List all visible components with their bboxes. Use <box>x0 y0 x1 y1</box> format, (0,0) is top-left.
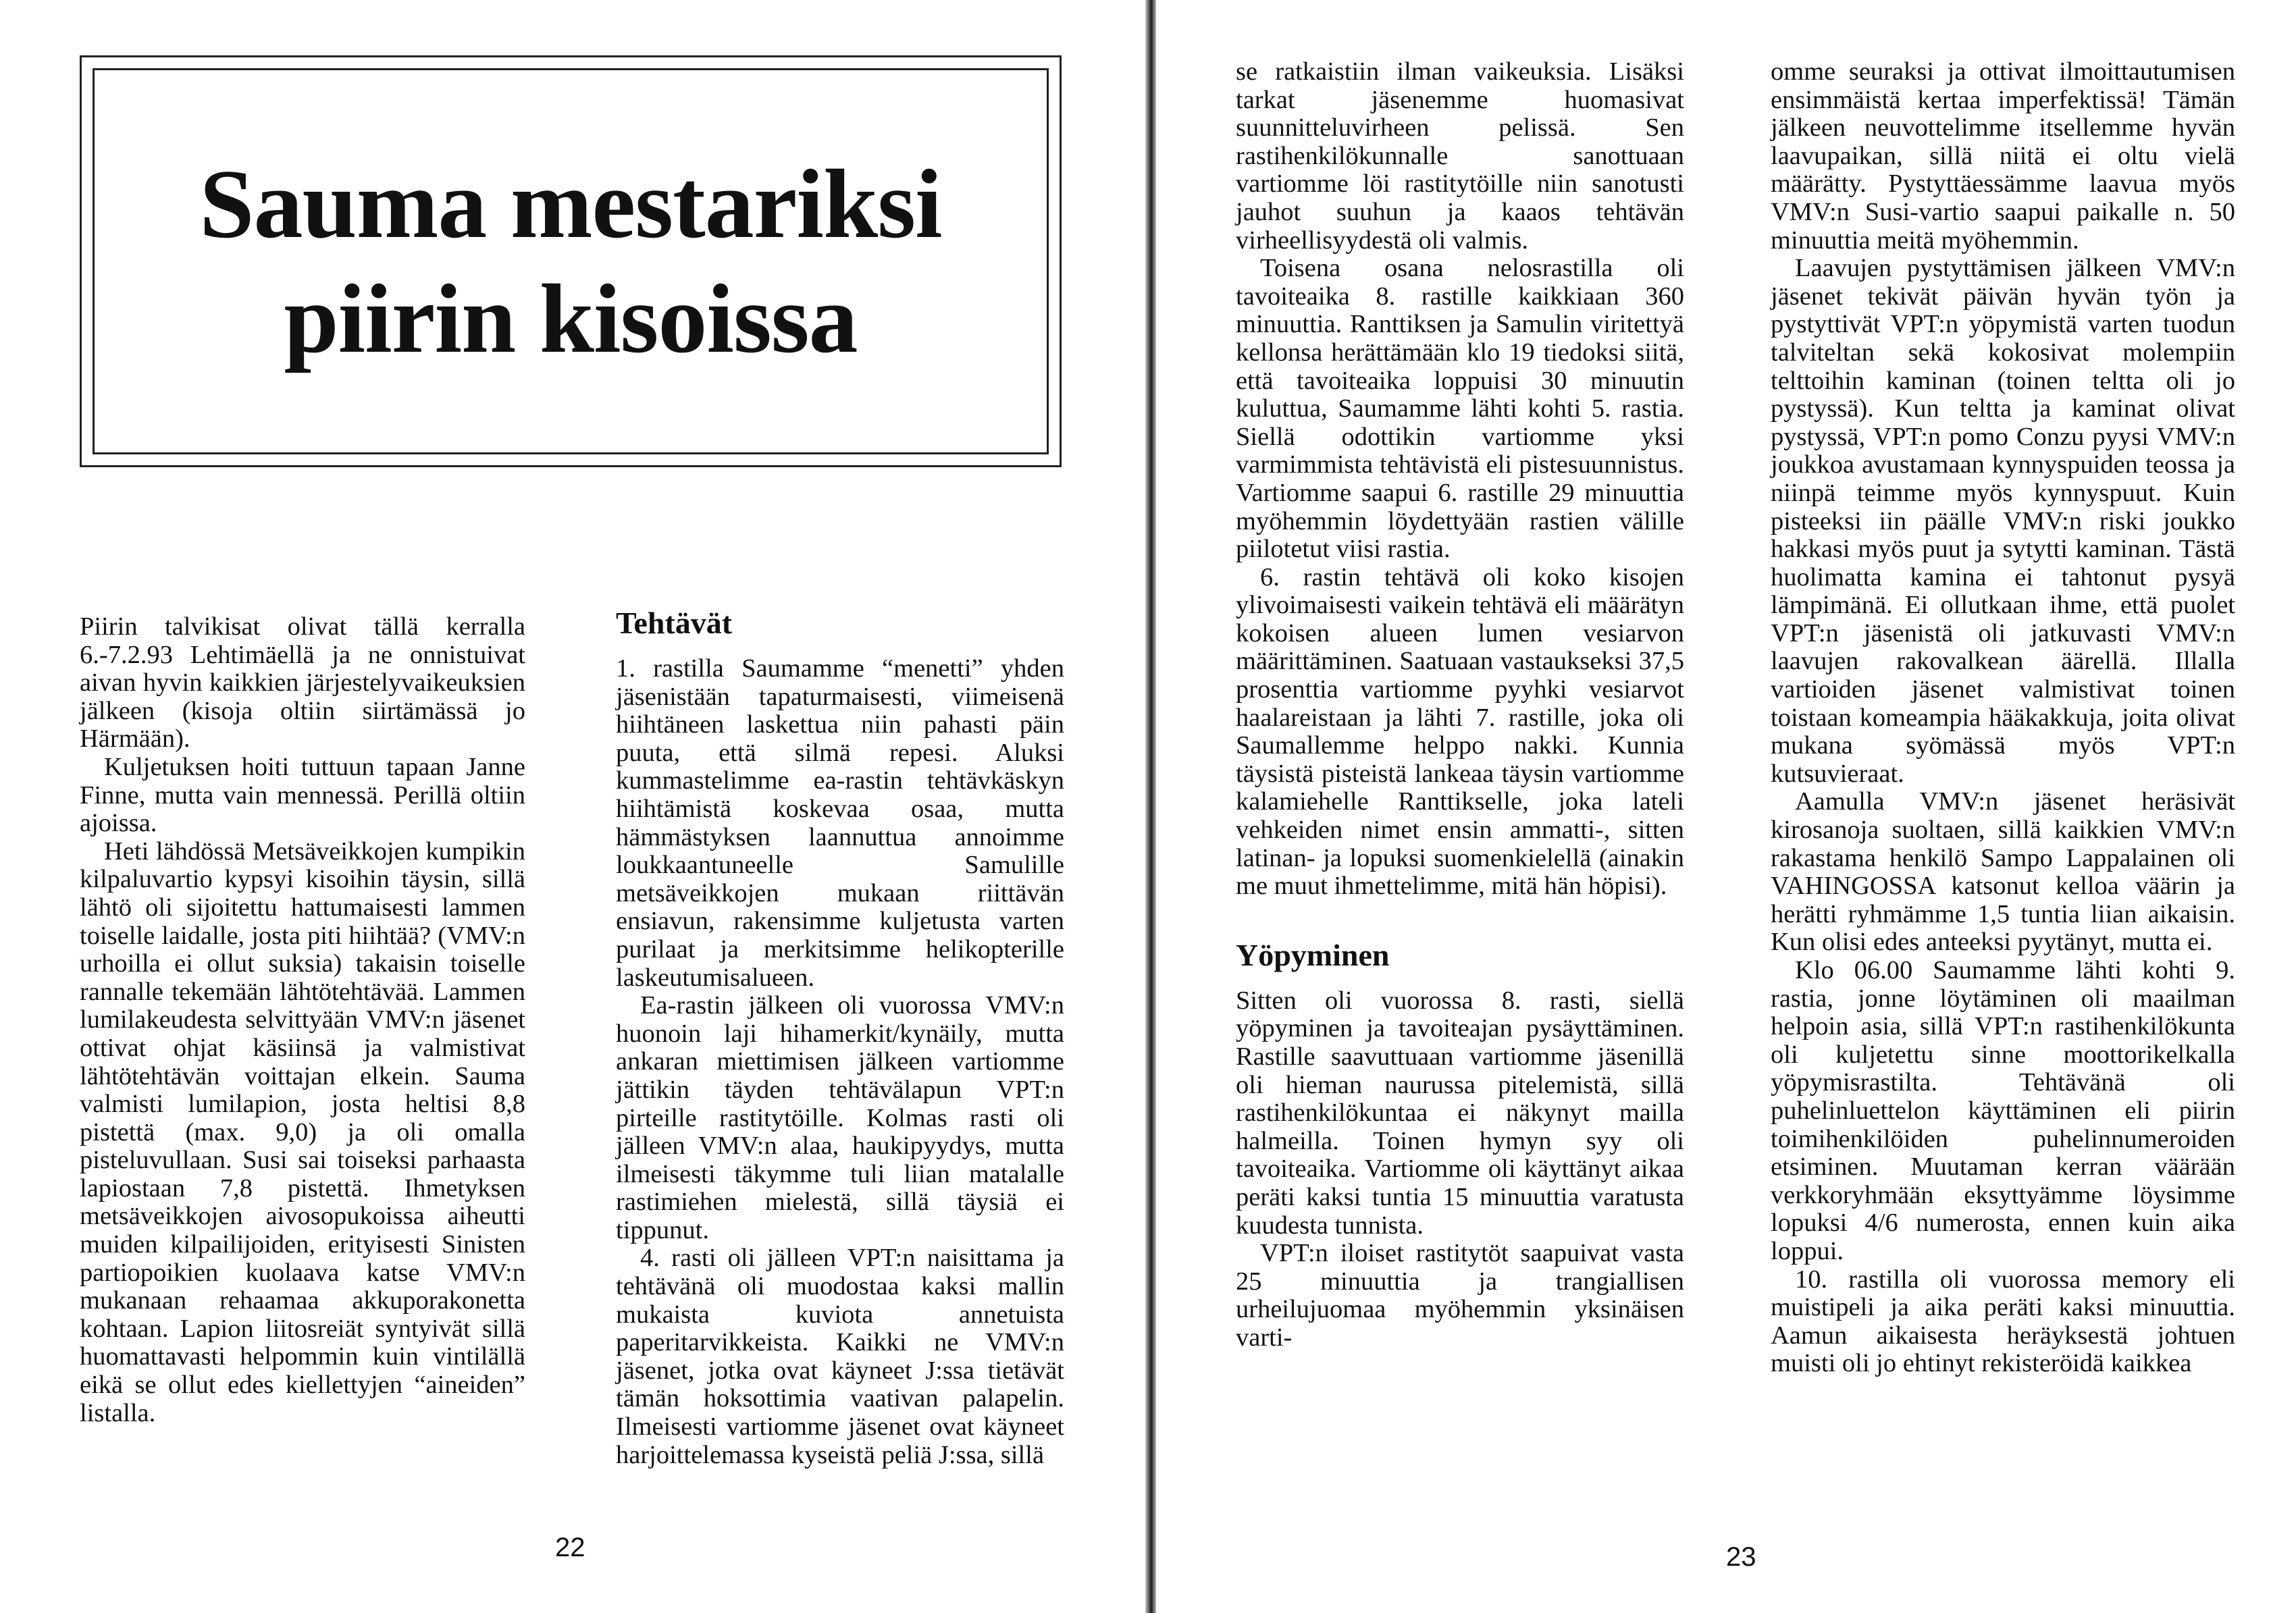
paragraph: 6. rastin tehtävä oli koko kisojen ylivoimaisesti vaikein tehtävä eli määrätyn kokoisen alueen lumen vesiarvon määrittäminen. Saatuaan vastaukseksi 37,5 prosenttia vartiomme pyyhki vesiarvot haalareistaan ja lähti 7. rastille, joka oli Saumallemme helppo nakki. Kunnia täysistä pisteistä lankeaa täysin vartiomme kalamiehelle Ranttikselle, joka lateli vehkeiden nimet ensin ammatti-, sitten latinan- ja lopuksi suomenkielellä (ainakin me muut ihmettelimme, mitä hän höpisi). <box>1236 562 1684 901</box>
paragraph: 1. rastilla Saumamme “menetti” yhden jäsenistään tapaturmaisesti, viimeisenä hiihtäneen laskettua niin pahasti päin puuta, että silmä repesi. Aluksi kummastelimme ea-rastin tehtävkäskyn hiihtämistä koskevaa osaa, mutta hämmästyksen laannuttua annoimme loukkaantuneelle Samulille metsäveikkojen mukaan riittävän ensiavun, rakensimme kuljetusta varten purilaat ja merkitsimme helikopterille laskeutumisalueen. <box>616 654 1064 992</box>
section-heading-yopyminen: Yöpyminen <box>1236 937 1390 972</box>
book-gutter <box>1145 0 1156 1613</box>
paragraph: Heti lähdössä Metsäveikkojen kumpikin kilpaluvartio kypsyi kisoihin täysin, sillä lähtö oli sijoitettu hattumaisesti lammen toiselle laidalle, josta piti hiihtää? (VMV:n urhoilla ei ollut suksia) takaisin toiselle rannalle tekemään lähtötehtävää. Lammen lumilakeudesta selvittyään VMV:n jäsenet ottivat ohjat käsiinsä ja valmistivat lähtötehtävän voittajan elkein. Sauma valmisti lumilapion, josta heltisi 8,8 pistettä (max. 9,0) ja oli omalla pisteluvullaan. Susi sai toiseksi parhaasta lapiostaan 7,8 pistettä. Ihmetyksen metsäveikkojen aivosopukoissa aiheutti muiden kilpailijoiden, erityisesti Sinisten partiopoikien kuolaava katse VMV:n mukanaan rehaamaa akkuporakonetta kohtaan. Lapion liitosreiät syntyivät sillä huomattavasti helpommin kuin vintilällä eikä se ollut edes kiellettyjen “aineiden” listalla. <box>80 837 525 1427</box>
paragraph: se ratkaistiin ilman vaikeuksia. Lisäksi tarkat jäsenemme huomasivat suunnitteluvirheen pelissä. Sen rastihenkilökunnalle sanottuaan vartiomme löi rastitytöille niin sanotusti jauhot suuhun ja kaaos tehtävän virheellisyydestä oli valmis. <box>1236 57 1684 255</box>
title-line-1: Sauma mestariksi <box>199 149 942 259</box>
paragraph: Aamulla VMV:n jäsenet heräsivät kirosanoja suoltaen, sillä kaikkien VMV:n rakastama henkilö Sampo Lappalainen oli VAHINGOSSA katsonut kelloa väärin ja herätti ryhmämme 1,5 tuntia liian aikaisin. Kun olisi edes anteeksi pyytänyt, mutta ei. <box>1771 787 2235 957</box>
column-4 <box>1771 58 2235 1378</box>
left-page <box>0 0 1145 1613</box>
column-3 <box>1236 58 1684 1352</box>
paragraph: VPT:n iloiset rastitytöt saapuivat vasta 25 minuuttia ja trangiallisen urheilujuomaa myöhemmin yksinäisen varti- <box>1236 1239 1684 1352</box>
article-title <box>199 147 941 376</box>
title-box-inner-frame <box>93 68 1049 454</box>
paragraph: Kuljetuksen hoiti tuttuun tapaan Janne Finne, mutta vain mennessä. Perillä oltiin ajoissa. <box>80 752 525 838</box>
paragraph: omme seuraksi ja ottivat ilmoittautumisen ensimmäistä kertaa imperfektissä! Tämän jälkeen neuvottelimme itsellemme hyvän laavupaikan, sillä niitä ei oltu vielä määrätty. Pystyttäessämme laavua myös VMV:n Susi-vartio saapui paikalle n. 50 minuuttia meitä myöhemmin. <box>1771 57 2235 255</box>
paragraph: Laavujen pystyttämisen jälkeen VMV:n jäsenet tekivät päivän hyvän työn ja pystyttivät VPT:n yöpymistä varten tuodun talviteltan sekä kokosivat molempiin telttoihin kaminan (toinen teltta oli jo pystyssä). Kun teltta ja kaminat olivat pystyssä, VPT:n pomo Conzu pyysi VMV:n joukkoa avustamaan kynnyspuiden teossa ja niinpä teimme myös kynnyspuut. Kuin pisteeksi iin päälle VMV:n riski joukko hakkasi myös puut ja sytytti kaminan. Tästä huolimatta kamina ei tahtonut pysyä lämpimänä. Ei ollutkaan ihme, että puolet VPT:n jäsenistä oli jatkuvasti VMV:n laavujen rakovalkean äärellä. Illalla vartioiden jäsenet valmistivat toinen toistaan komeampia hääkakkuja, joita olivat mukana syömässä myös VPT:n kutsuvieraat. <box>1771 254 2235 788</box>
paragraph: Ea-rastin jälkeen oli vuorossa VMV:n huonoin laji hihamerkit/kynäily, mutta ankaran miettimisen jälkeen vartiomme jättikin täyden tehtävälapun VPT:n pirteille rastitytöille. Kolmas rasti oli jälleen VMV:n alaa, haukipyydys, mutta ilmeisesti täkymme tuli liian matalalle rastimiehen mielestä, sillä täysiä ei tippunut. <box>616 991 1064 1244</box>
paragraph: Piirin talvikisat olivat tällä kerralla 6.-7.2.93 Lehtimäellä ja ne onnistuivat aivan hyvin kaikkien järjestelyvaikeuksien jälkeen (kisoja oltiin siirtämässä jo Härmään). <box>80 612 525 753</box>
paragraph: 10. rastilla oli vuorossa memory eli muistipeli ja aika peräti kaksi minuuttia. Aamun aikaisesta heräyksestä johtuen muisti oli jo ehtinyt rekisteröidä kaikkea <box>1771 1265 2235 1378</box>
page-number-left: 22 <box>555 1533 585 1562</box>
paragraph: 4. rasti oli jälleen VPT:n naisittama ja tehtävänä oli muodostaa kaksi mallin mukaista kuviota annetuista paperitarvikkeista. Kaikki ne VMV:n jäsenet, jotka ovat käyneet J:ssa tietävät tämän hoksottimia vaativan palapelin. Ilmeisesti vartiomme jäsenet ovat käyneet harjoittelemassa kyseistä peliä J:ssa, sillä <box>616 1244 1064 1469</box>
page-number-right: 23 <box>1726 1542 1756 1572</box>
title-box <box>80 55 1062 467</box>
paragraph: Sitten oli vuorossa 8. rasti, siellä yöpyminen ja tavoiteajan pysäyttäminen. Rastille saavuttuaan vartiomme jäsenillä oli hieman naurussa pitelemistä, sillä rastihenkilökuntaa ei näkynyt mailla halmeilla. Toinen hymyn syy oli tavoiteaika. Vartiomme oli käyttänyt aikaa peräti kaksi tuntia 15 minuuttia varatusta kuudesta tunnista. <box>1236 986 1684 1240</box>
paragraph: Klo 06.00 Saumamme lähti kohti 9. rastia, jonne löytäminen oli maailman helpoin asia, sillä VPT:n rastihenkilökunta oli kuljetettu sinne moottorikelkalla yöpymisrastilta. Tehtävänä oli puhelinluettelon käyttäminen eli piirin toimihenkilöiden puhelinnumeroiden etsiminen. Muutaman kerran väärään verkkoryhmään eksyttyämme löysimme lopuksi 4/6 numerosta, ennen kuin aika loppui. <box>1771 956 2235 1265</box>
title-line-2: piirin kisoissa <box>284 264 858 373</box>
column-1 <box>80 613 525 1427</box>
column-2 <box>616 606 1064 1469</box>
paragraph: Toisena osana nelosrastilla oli tavoiteaika 8. rastille kaikkiaan 360 minuuttia. Ranttiksen ja Samulin viritettyä kellonsa herättämään klo 19 tiedoksi siitä, että tavoiteaika loppuisi 30 minuutin kuluttua, Saumamme lähti kohti 5. rastia. Siellä odottikin vartiomme yksi varmimmista tehtävistä eli pistesuunnistus. Vartiomme saapui 6. rastille 29 minuuttia myöhemmin löydettyään rastien välille piilotetut viisi rastia. <box>1236 254 1684 564</box>
section-heading-tehtavat: Tehtävät <box>616 606 733 640</box>
